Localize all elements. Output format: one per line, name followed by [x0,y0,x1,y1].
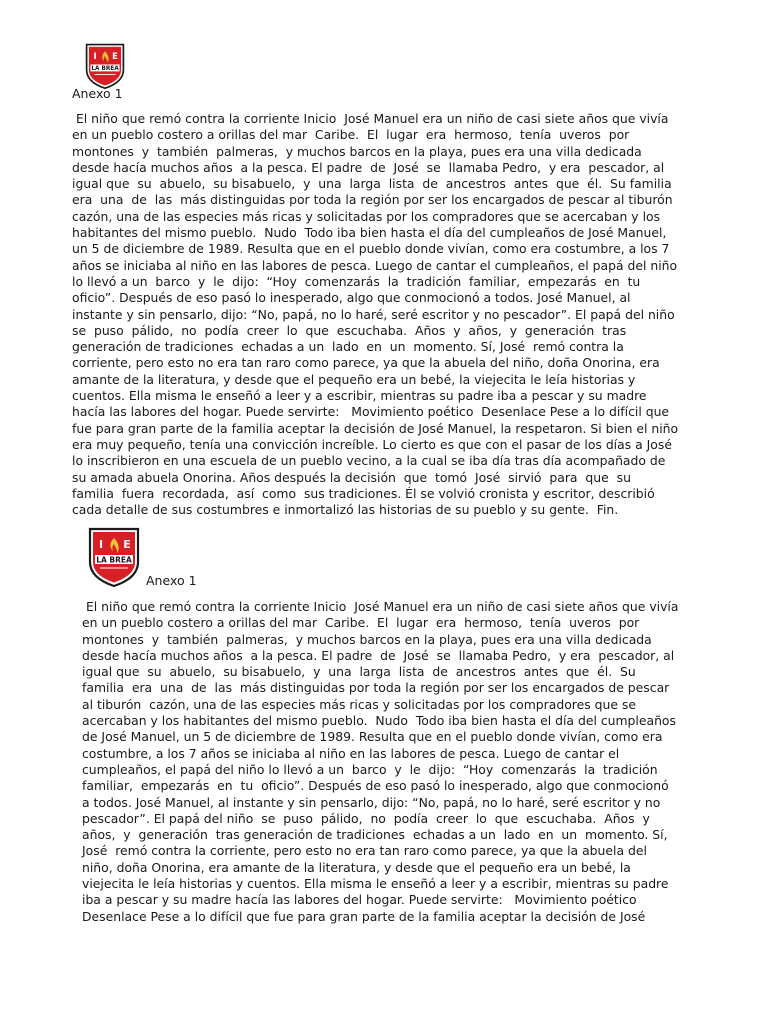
text-line: El niño que remó contra la corriente Inicio José Manuel era un niño de casi siete años que vivía [72,111,669,126]
la-brea-shield-logo [82,42,128,90]
text-line: niño, doña Onorina, era amante de la literatura, y desde que el pequeño era un bebé, la [82,859,631,875]
text-line: amante de la literatura, y desde que el pequeño era un bebé, la viejecita le leía historias y [72,371,636,387]
logo-letter: I [98,538,104,551]
text-line: se puso pálido, no podía creer lo que escuchaba. Años y años, y generación tras [72,322,627,338]
text-line: cada detalle de sus costumbres e inmortalizó las historias de su pueblo y su gente. Fin. [72,502,619,518]
text-line: su amada abuela Onorina. Años después la decisión que tomó José sirvió para que su [72,469,631,485]
text-line: cuentos. Ella misma le enseñó a leer y a escribir, mientras su padre iba a pescar y su madre [72,388,647,404]
story-text [82,599,678,925]
text-line: hacía las labores del hogar. Puede servirte: Movimiento poético Desenlace Pese a lo difícil que [72,404,670,420]
text-line: igual que su abuelo, su bisabuelo, y una larga lista de ancestros antes que él. Su familia [72,176,672,192]
logo-letter: E [112,51,118,62]
logo-letter: I [93,51,97,62]
text-line: familiar, empezarás en tu oficio”. Después de eso pasó lo inesperado, algo que conmocionó [82,778,669,794]
text-line: montones y también palmeras, y muchos barcos en la playa, pues era una villa dedicada [72,143,642,159]
text-line: Desenlace Pese a lo difícil que fue para gran parte de la familia aceptar la decisión de José [82,908,646,924]
annex-label: Anexo 1 [72,86,123,101]
text-line: habitantes del mismo pueblo. Nudo Todo iba bien hasta el día del cumpleaños de José Manuel, [72,225,667,241]
text-line: desde hacía muchos años a la pesca. El padre de José se llamaba Pedro, y era pescador, al [82,647,675,663]
story-text [72,111,678,518]
text-line: años se iniciaba al niño en las labores de pesca. Luego de cantar el cumpleaños, el papá del niño [72,257,678,273]
text-line: desde hacía muchos años a la pesca. El padre de José se llamaba Pedro, y era pescador, al [72,159,665,175]
text-line: generación de tradiciones echadas a un lado en un momento. Sí, José remó contra la [72,339,624,355]
logo-name: LA BREA [91,66,119,73]
text-line: iba a pescar y su madre hacía las labores del hogar. Puede servirte: Movimiento poético [82,892,637,908]
text-line: un 5 de diciembre de 1989. Resulta que en el pueblo donde vivían, como era costumbre, a los 7 [72,241,670,257]
text-line: viejecita le leía historias y cuentos. Ella misma le enseñó a leer y a escribir, mientras su padre [82,876,669,892]
text-line: pescador”. El papá del niño se puso pálido, no podía creer lo que escuchaba. Años y [82,810,650,826]
text-line: era una de las más distinguidas por toda la región por ser los encargados de pescar al tiburón [72,192,673,208]
text-line: montones y también palmeras, y muchos barcos en la playa, pues era una villa dedicada [82,631,652,647]
text-line: José remó contra la corriente, pero esto no era tan raro como parece, ya que la abuela del [82,843,647,859]
text-line: a todos. José Manuel, al instante y sin pensarlo, dijo: “No, papá, no lo haré, seré escritor y no [82,794,661,810]
text-line: de José Manuel, un 5 de diciembre de 1989. Resulta que en el pueblo donde vivían, como era [82,729,663,745]
text-line: familia fuera recordada, así como sus tradiciones. Él se volvió cronista y escritor, describió [72,485,655,501]
la-brea-shield-logo [84,526,144,588]
text-line: al tiburón cazón, una de las especies más ricas y solicitadas por los compradores que se [82,696,636,712]
text-line: lo llevó a un barco y le dijo: “Hoy comenzarás la tradición familiar, empezarás en tu [72,273,641,289]
text-line: El niño que remó contra la corriente Inicio José Manuel era un niño de casi siete años que vivía [82,599,679,614]
text-line: familia era una de las más distinguidas por toda la región por ser los encargados de pescar [82,680,670,696]
text-line: acercaban y los habitantes del mismo pueblo. Nudo Todo iba bien hasta el día del cumpleaños [82,713,676,729]
text-line: en un pueblo costero a orillas del mar Caribe. El lugar era hermoso, tenía uveros por [82,615,640,631]
text-line: costumbre, a los 7 años se iniciaba al niño en las labores de pesca. Luego de cantar el [82,745,620,761]
text-line: corriente, pero esto no era tan raro como parece, ya que la abuela del niño, doña Onorina, era [72,355,660,371]
text-line: cazón, una de las especies más ricas y solicitadas por los compradores que se acercaban y los [72,208,661,224]
text-line: era muy pequeño, tenía una convicción increíble. Lo cierto es que con el pasar de los días a José [72,436,672,452]
text-line: cumpleaños, el papá del niño lo llevó a un barco y le dijo: “Hoy comenzarás la tradición [82,761,658,777]
text-line: igual que su abuelo, su bisabuelo, y una larga lista de ancestros antes que él. Su [82,664,636,680]
text-line: años, y generación tras generación de tradiciones echadas a un lado en un momento. Sí, [82,827,668,843]
text-line: oficio”. Después de eso pasó lo inesperado, algo que conmocionó a todos. José Manuel, al [72,290,631,306]
text-line: fue para gran parte de la familia aceptar la decisión de José Manuel, la respetaron. Si bien el niño [72,420,679,436]
text-line: instante y sin pensarlo, dijo: “No, papá, no lo haré, seré escritor y no pescador”. El papá del niño [72,306,675,322]
annex-label: Anexo 1 [146,573,197,588]
text-line: en un pueblo costero a orillas del mar Caribe. El lugar era hermoso, tenía uveros por [72,127,630,143]
logo-name: LA BREA [96,555,132,565]
logo-letter: E [123,538,131,551]
text-line: lo inscribieron en una escuela de un pueblo vecino, a la cual se iba día tras día acompañado de [72,453,666,469]
